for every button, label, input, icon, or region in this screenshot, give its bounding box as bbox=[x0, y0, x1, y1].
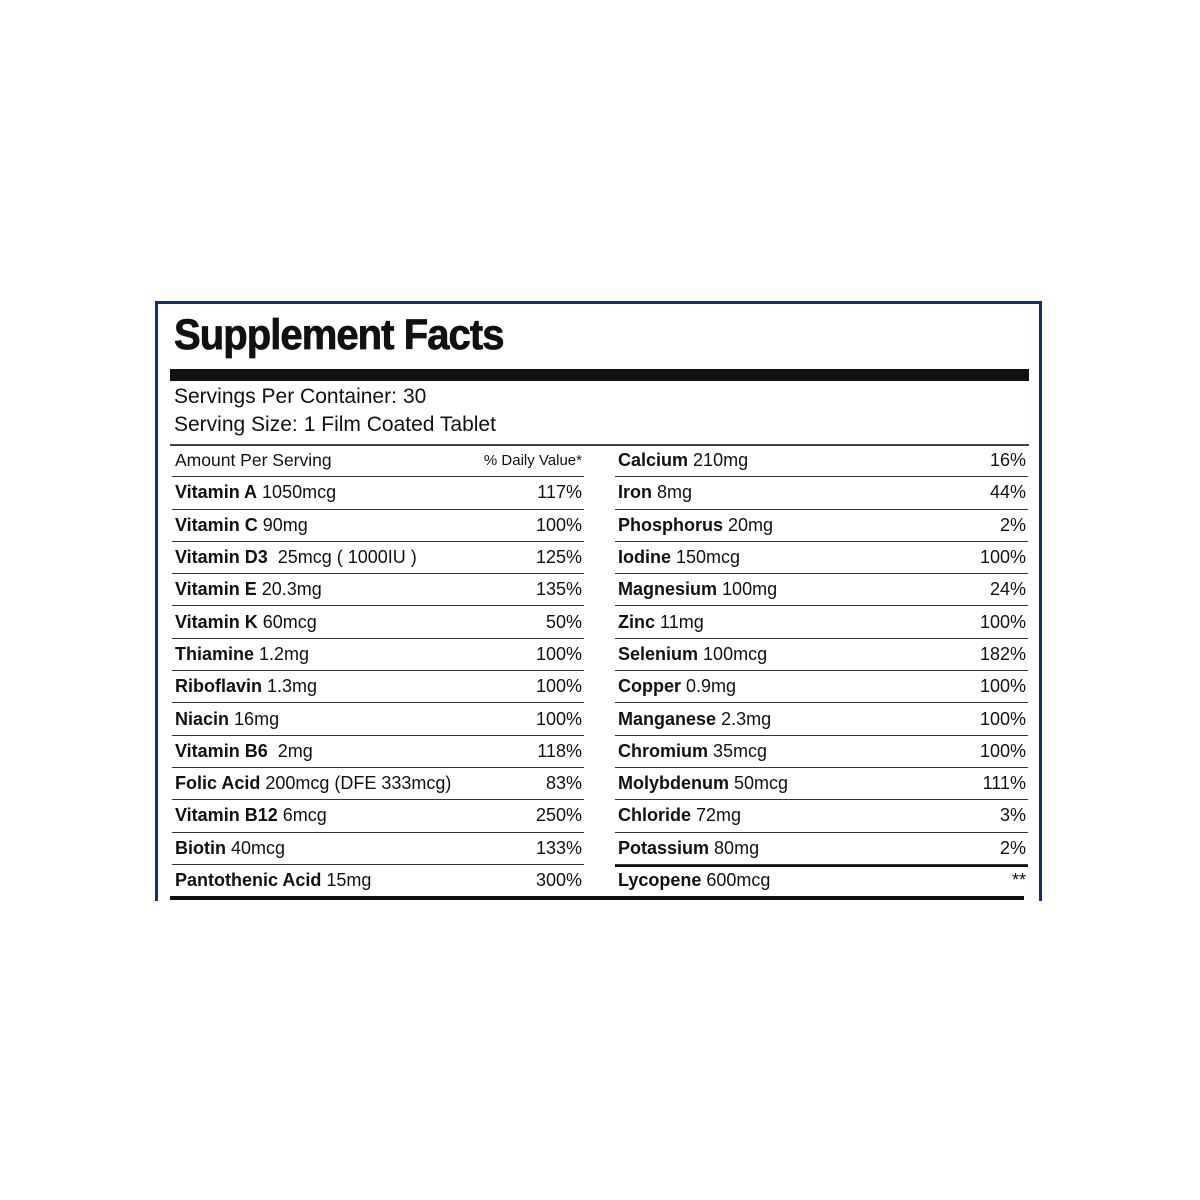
nutrient-amount: 200mcg (DFE 333mcg) bbox=[265, 773, 452, 794]
nutrient-name: Iron bbox=[618, 482, 652, 503]
nutrient-amount: 100mcg bbox=[703, 643, 768, 664]
nutrient-amount: 11mg bbox=[660, 611, 704, 632]
nutrient-name: Vitamin A bbox=[175, 482, 258, 503]
servings-per-container-label: Servings Per Container: bbox=[174, 385, 397, 408]
nutrient-row bbox=[172, 671, 584, 703]
nutrient-row bbox=[615, 736, 1028, 768]
nutrient-name-amount bbox=[618, 482, 692, 503]
nutrient-name: Folic Acid bbox=[175, 773, 261, 794]
nutrient-row bbox=[615, 703, 1028, 735]
nutrient-amount: 50mcg bbox=[734, 773, 789, 794]
nutrient-name-amount bbox=[175, 870, 371, 891]
nutrient-name: Selenium bbox=[618, 643, 699, 664]
nutrient-name: Zinc bbox=[618, 611, 656, 632]
nutrient-row bbox=[172, 865, 584, 896]
daily-value-percent: 44% bbox=[989, 482, 1026, 503]
nutrient-row bbox=[172, 800, 584, 832]
daily-value-percent: 300% bbox=[535, 870, 582, 890]
nutrient-amount: 20.3mg bbox=[261, 579, 322, 600]
nutrient-amount: 600mcg bbox=[706, 870, 771, 890]
nutrient-name: Chloride bbox=[618, 805, 692, 826]
nutrient-name-amount bbox=[618, 450, 748, 471]
daily-value-percent: 100% bbox=[535, 643, 582, 664]
nutrient-name-amount bbox=[175, 773, 451, 794]
daily-value-percent: 3% bbox=[999, 805, 1026, 826]
nutrient-name-amount bbox=[175, 741, 313, 762]
nutrient-name-amount bbox=[175, 709, 279, 730]
nutrient-amount: 16mg bbox=[234, 708, 280, 729]
amount-per-serving-label: Amount Per Serving bbox=[175, 450, 332, 471]
serving-size bbox=[174, 414, 496, 435]
nutrient-row bbox=[172, 477, 584, 509]
daily-value-percent: 50% bbox=[545, 611, 582, 632]
nutrient-row bbox=[615, 477, 1028, 509]
nutrient-amount: 1050mcg bbox=[262, 482, 337, 503]
nutrient-name-amount bbox=[175, 547, 417, 568]
panel-title: Supplement Facts bbox=[174, 311, 504, 359]
nutrient-amount: 25mcg ( 1000IU ) bbox=[272, 547, 417, 568]
daily-value-percent: ** bbox=[1011, 870, 1026, 890]
nutrient-name: Magnesium bbox=[618, 579, 718, 600]
nutrient-name-amount bbox=[175, 482, 336, 503]
nutrient-row bbox=[172, 833, 584, 865]
nutrient-name-amount bbox=[618, 612, 704, 633]
nutrient-name: Manganese bbox=[618, 708, 717, 729]
nutrient-row bbox=[172, 639, 584, 671]
nutrient-row bbox=[172, 736, 584, 768]
daily-value-percent: 250% bbox=[535, 805, 582, 826]
nutrient-name: Vitamin E bbox=[175, 579, 257, 600]
nutrient-amount: 2.3mg bbox=[721, 708, 772, 729]
daily-value-percent: 182% bbox=[979, 643, 1026, 664]
nutrient-amount: 2mg bbox=[272, 740, 313, 761]
nutrient-row bbox=[172, 574, 584, 606]
daily-value-percent: 2% bbox=[999, 514, 1026, 535]
right-column-end-rule bbox=[615, 865, 1028, 867]
nutrient-amount: 15mg bbox=[326, 870, 372, 890]
nutrient-name: Vitamin B6 bbox=[175, 740, 268, 761]
servings-per-container-value: 30 bbox=[402, 385, 427, 408]
nutrient-amount: 20mg bbox=[728, 514, 774, 535]
daily-value-label: % Daily Value* bbox=[483, 452, 582, 470]
daily-value-percent: 24% bbox=[989, 579, 1026, 600]
nutrient-name-amount bbox=[618, 805, 741, 826]
daily-value-percent: 133% bbox=[535, 837, 582, 858]
nutrient-amount: 210mg bbox=[693, 450, 749, 471]
nutrient-row bbox=[615, 445, 1028, 477]
bottom-rule bbox=[170, 896, 1024, 900]
nutrient-amount: 1.2mg bbox=[259, 643, 310, 664]
daily-value-percent: 100% bbox=[979, 708, 1026, 729]
nutrient-name: Chromium bbox=[618, 740, 708, 761]
nutrient-row bbox=[615, 671, 1028, 703]
nutrient-amount: 100mg bbox=[722, 579, 778, 600]
nutrient-row bbox=[615, 574, 1028, 606]
nutrient-amount: 40mcg bbox=[231, 837, 286, 858]
nutrient-amount: 8mg bbox=[657, 482, 693, 503]
nutrient-name: Vitamin D3 bbox=[175, 547, 268, 568]
daily-value-percent: 135% bbox=[535, 579, 582, 600]
nutrient-amount: 150mcg bbox=[676, 547, 741, 568]
nutrient-name: Vitamin C bbox=[175, 514, 258, 535]
nutrient-name-amount bbox=[618, 579, 777, 600]
nutrient-name: Potassium bbox=[618, 837, 710, 858]
nutrient-amount: 72mg bbox=[696, 805, 742, 826]
nutrient-name: Vitamin K bbox=[175, 611, 258, 632]
nutrient-name-amount bbox=[175, 676, 317, 697]
daily-value-percent: 100% bbox=[979, 547, 1026, 568]
nutrient-name-amount bbox=[618, 773, 788, 794]
serving-size-value: 1 Film Coated Tablet bbox=[303, 413, 496, 436]
nutrient-name-amount bbox=[175, 579, 322, 600]
nutrient-name-amount bbox=[618, 676, 736, 697]
nutrient-name: Riboflavin bbox=[175, 676, 263, 697]
nutrient-row bbox=[172, 542, 584, 574]
nutrient-row bbox=[615, 865, 1028, 896]
nutrient-row bbox=[615, 639, 1028, 671]
nutrient-name: Calcium bbox=[618, 450, 689, 471]
daily-value-percent: 83% bbox=[545, 773, 582, 794]
nutrient-name: Phosphorus bbox=[618, 514, 724, 535]
nutrient-row bbox=[172, 703, 584, 735]
nutrient-amount: 1.3mg bbox=[267, 676, 318, 697]
daily-value-percent: 100% bbox=[979, 676, 1026, 697]
nutrient-amount: 35mcg bbox=[713, 740, 768, 761]
nutrient-name: Thiamine bbox=[175, 643, 255, 664]
nutrient-row bbox=[172, 606, 584, 638]
nutrient-name: Lycopene bbox=[618, 870, 702, 890]
nutrient-amount: 90mg bbox=[262, 514, 308, 535]
nutrient-name-amount bbox=[618, 515, 773, 536]
nutrient-name: Molybdenum bbox=[618, 773, 729, 794]
daily-value-percent: 100% bbox=[979, 611, 1026, 632]
daily-value-percent: 100% bbox=[979, 740, 1026, 761]
nutrient-row bbox=[615, 542, 1028, 574]
nutrient-name: Biotin bbox=[175, 837, 226, 858]
serving-size-label: Serving Size: bbox=[174, 413, 298, 436]
nutrient-name-amount bbox=[618, 709, 771, 730]
nutrient-name-amount bbox=[175, 838, 285, 859]
daily-value-percent: 100% bbox=[535, 708, 582, 729]
nutrient-name-amount bbox=[175, 805, 327, 826]
nutrient-name-amount bbox=[175, 644, 309, 665]
daily-value-percent: 111% bbox=[982, 773, 1026, 794]
nutrient-name-amount bbox=[175, 612, 317, 633]
daily-value-percent: 100% bbox=[535, 676, 582, 697]
title-rule bbox=[170, 369, 1029, 381]
right-nutrient-column bbox=[615, 445, 1028, 896]
left-nutrient-column bbox=[172, 445, 584, 896]
servings-per-container bbox=[174, 386, 426, 407]
nutrient-name-amount bbox=[175, 515, 308, 536]
daily-value-percent: 2% bbox=[999, 837, 1026, 858]
table-header bbox=[172, 445, 584, 477]
daily-value-percent: 117% bbox=[537, 482, 582, 503]
nutrient-amount: 6mcg bbox=[282, 805, 327, 826]
nutrient-name-amount bbox=[618, 870, 770, 891]
nutrient-row bbox=[615, 800, 1028, 832]
daily-value-percent: 118% bbox=[537, 740, 582, 761]
nutrient-row bbox=[172, 510, 584, 542]
nutrient-name-amount bbox=[618, 644, 767, 665]
nutrient-name-amount bbox=[618, 838, 759, 859]
nutrient-name: Iodine bbox=[618, 547, 671, 568]
daily-value-percent: 100% bbox=[535, 514, 582, 535]
nutrient-name: Niacin bbox=[175, 708, 230, 729]
nutrient-name: Vitamin B12 bbox=[175, 805, 278, 826]
nutrient-row bbox=[172, 768, 584, 800]
nutrient-amount: 60mcg bbox=[262, 611, 317, 632]
nutrient-row bbox=[615, 768, 1028, 800]
daily-value-percent: 16% bbox=[989, 450, 1026, 471]
nutrient-name-amount bbox=[618, 741, 767, 762]
daily-value-percent: 125% bbox=[535, 547, 582, 568]
nutrient-row bbox=[615, 510, 1028, 542]
nutrient-amount: 80mg bbox=[714, 837, 760, 858]
nutrient-name-amount bbox=[618, 547, 740, 568]
supplement-facts-panel bbox=[155, 301, 1042, 901]
nutrient-row bbox=[615, 833, 1028, 865]
nutrient-amount: 0.9mg bbox=[686, 676, 737, 697]
nutrient-name: Pantothenic Acid bbox=[175, 870, 322, 890]
nutrient-row bbox=[615, 606, 1028, 638]
nutrient-name: Copper bbox=[618, 676, 681, 697]
